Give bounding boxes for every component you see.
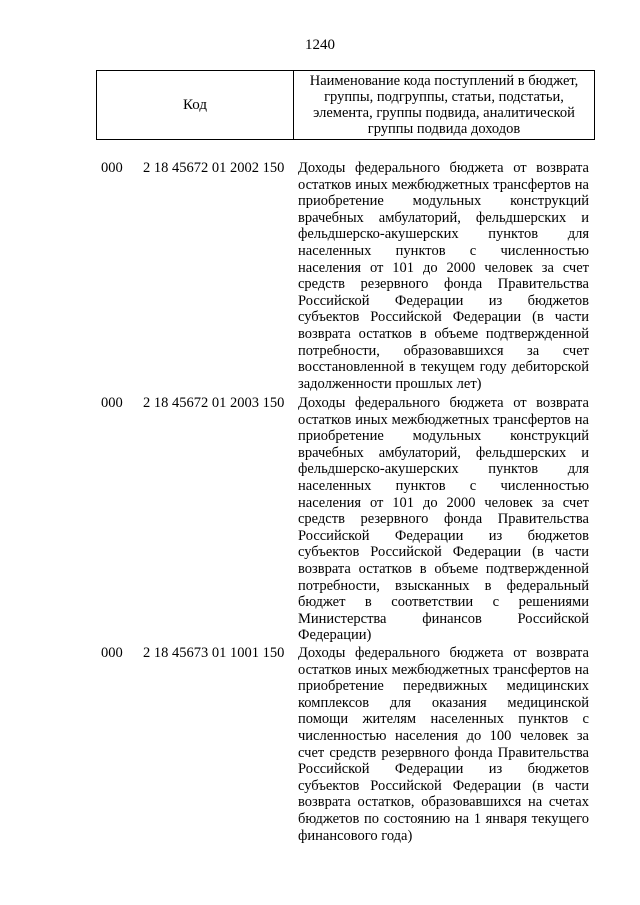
description-line: остатков иных межбюджетных трансфертов на (298, 411, 589, 428)
description-line: бюджет в соответствии с решениями (298, 594, 589, 611)
description-line: возврата остатков, образовавшихся на счетах (298, 794, 589, 811)
description-line: Российской Федерации из бюджетов (298, 292, 589, 309)
description-line: врачебных амбулаторий, фельдшерских и (298, 209, 589, 226)
description-line: населенных пунктов с численностью (298, 242, 589, 259)
description-line: восстановленной в текущем году дебиторской (298, 359, 589, 376)
page-number: 1240 (305, 37, 335, 53)
description-line: фельдшерско-акушерских пунктов для (298, 226, 589, 243)
description-line: Федерации) (298, 627, 372, 644)
description-line: численностью населения до 100 человек за (298, 727, 589, 744)
revenue-description (298, 160, 589, 392)
description-line: комплексов для оказания медицинской (298, 694, 589, 711)
description-line: возврата остатков в объеме подтвержденной (298, 560, 589, 577)
description-line: остатков иных межбюджетных трансфертов на (298, 176, 589, 193)
description-line: помощи жителям населенных пунктов с (298, 711, 589, 728)
description-line: средств резервного фонда Правительства (298, 511, 589, 528)
description-line: бюджетов по состоянию на 1 января текущего (298, 810, 589, 827)
description-line: счет средств резервного фонда Правительства (298, 744, 589, 761)
description-line: фельдшерско-акушерских пунктов для (298, 461, 589, 478)
header-name-label: Наименование кода поступлений в бюджет, группы, подгруппы, статьи, подстатьи, элемента, группы подвида, аналитической группы подвида доходов (309, 72, 579, 138)
description-line: субъектов Российской Федерации (в части (298, 544, 589, 561)
description-line: населения от 101 до 2000 человек за счет (298, 494, 589, 511)
description-line: возврата остатков в объеме подтвержденной (298, 325, 589, 342)
description-line: приобретение модульных конструкций (298, 193, 589, 210)
table-header (96, 70, 595, 140)
description-line: приобретение модульных конструкций (298, 428, 589, 445)
description-line: финансового года) (298, 827, 413, 844)
description-line: населенных пунктов с численностью (298, 477, 589, 494)
admin-code: 000 (101, 395, 123, 411)
revenue-code: 2 18 45672 01 2003 150 (143, 395, 285, 411)
description-line: Российской Федерации из бюджетов (298, 527, 589, 544)
revenue-code: 2 18 45673 01 1001 150 (143, 645, 285, 661)
description-line: Доходы федерального бюджета от возврата (298, 645, 589, 661)
description-line: субъектов Российской Федерации (в части (298, 309, 589, 326)
description-line: субъектов Российской Федерации (в части (298, 777, 589, 794)
description-line: Доходы федерального бюджета от возврата (298, 395, 589, 411)
description-line: остатков иных межбюджетных трансфертов на (298, 661, 589, 678)
description-line: населения от 101 до 2000 человек за счет (298, 259, 589, 276)
description-line: приобретение передвижных медицинских (298, 678, 589, 695)
description-line: Министерства финансов Российской (298, 610, 589, 627)
description-line: врачебных амбулаторий, фельдшерских и (298, 444, 589, 461)
admin-code: 000 (101, 645, 123, 661)
description-line: задолженности прошлых лет) (298, 375, 482, 392)
description-line: Российской Федерации из бюджетов (298, 761, 589, 778)
revenue-description (298, 645, 589, 844)
revenue-code: 2 18 45672 01 2002 150 (143, 160, 285, 176)
description-line: потребности, образовавшихся за счет (298, 342, 589, 359)
description-line: потребности, взысканных в федеральный (298, 577, 589, 594)
description-line: Доходы федерального бюджета от возврата (298, 160, 589, 176)
revenue-description (298, 395, 589, 644)
admin-code: 000 (101, 160, 123, 176)
description-line: средств резервного фонда Правительства (298, 276, 589, 293)
header-code-label: Код (97, 71, 294, 139)
